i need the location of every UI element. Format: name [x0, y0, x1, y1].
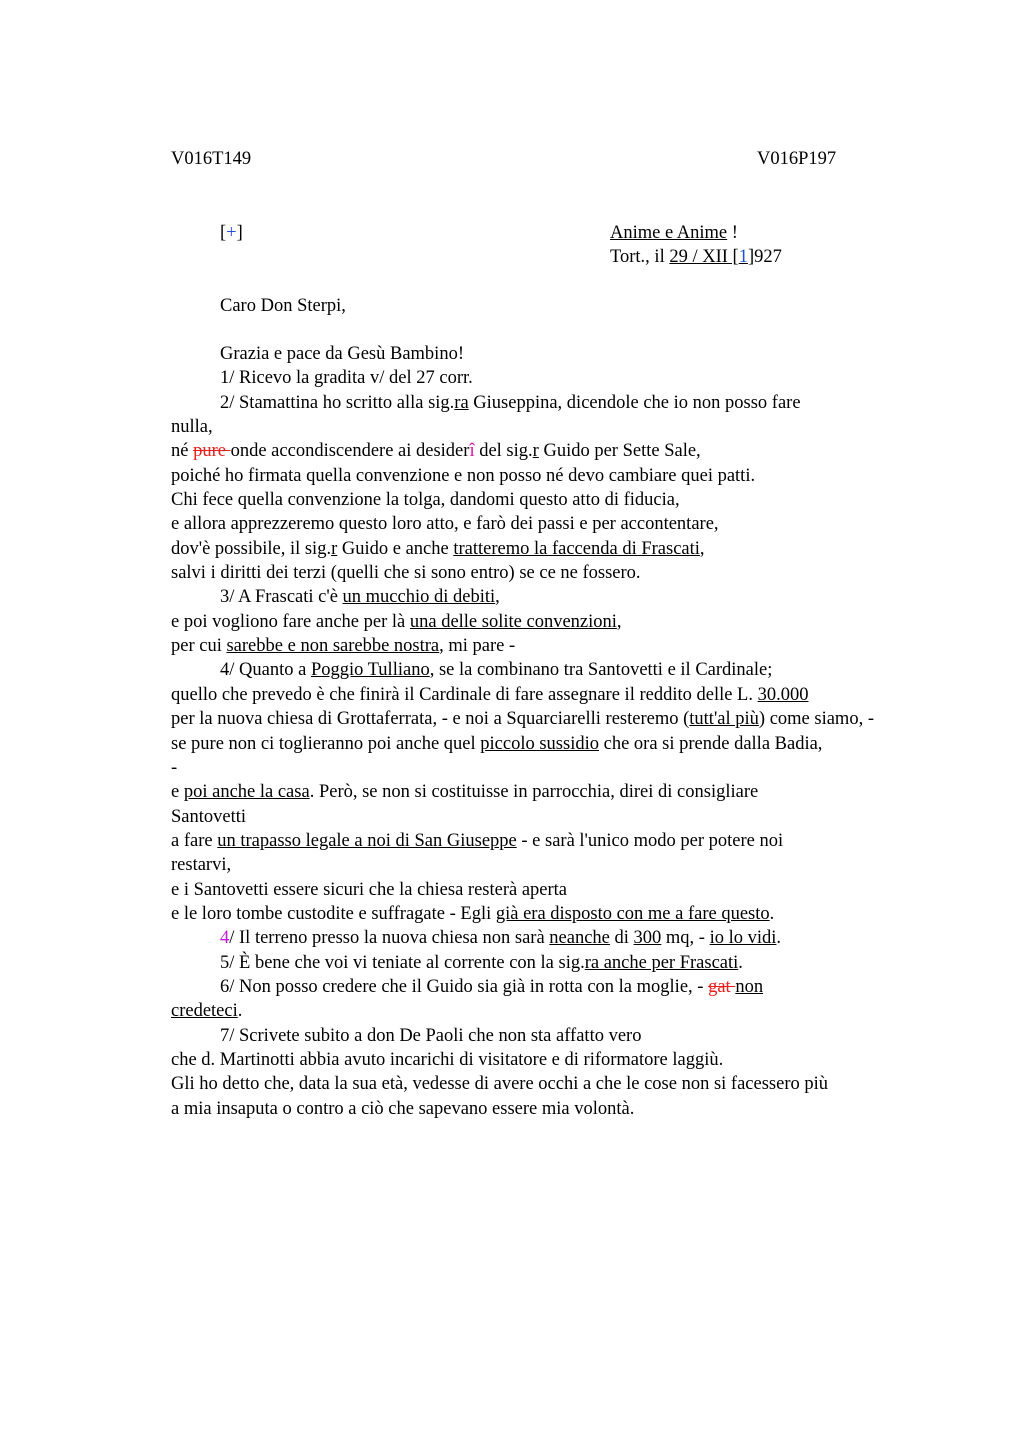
paragraph-8-line: a mia insaputa o contro a ciò che sapevano essere mia volontà.	[171, 1098, 635, 1119]
paragraph-2-line: né pure onde accondiscendere ai desiderî del sig.r Guido per Sette Sale,	[171, 441, 701, 462]
motto: Anime e Anime	[610, 223, 728, 243]
paragraph-3-line: per cui sarebbe e non sarebbe nostra, mi pare -	[171, 636, 516, 657]
plus-mark: +	[226, 223, 237, 243]
doc-code-right: V016P197	[757, 149, 837, 169]
paragraph-7-line: 6/ Non posso credere che il Guido sia già in rotta con la moglie, - gat non	[220, 976, 764, 997]
paragraph-4-line: e i Santovetti essere sicuri che la chiesa resterà aperta	[171, 879, 568, 900]
paragraph-2-line: salvi i diritti dei terzi (quelli che si sono entro) se ce ne fossero.	[171, 563, 641, 584]
paragraph-3-line: 3/ A Frascati c'è un mucchio di debiti,	[220, 587, 500, 608]
paragraph-2-line: poiché ho firmata quella convenzione e non posso né devo cambiare quei patti.	[171, 465, 756, 486]
date: 29 / XII [1	[669, 247, 748, 267]
paragraph-4-line: Santovetti	[171, 806, 247, 827]
paragraph-6-line: 5/ È bene che voi vi teniate al corrente con la sig.ra anche per Frascati.	[220, 952, 743, 973]
paragraph-2-line: dov'è possibile, il sig.r Guido e anche tratteremo la faccenda di Frascati,	[171, 538, 705, 559]
paragraph-8-line: che d. Martinotti abbia avuto incarichi di visitatore e di riformatore laggiù.	[171, 1049, 724, 1070]
paragraph-8-line: 7/ Scrivete subito a don De Paoli che non sta affatto vero	[220, 1025, 642, 1046]
paragraph-4-line: per la nuova chiesa di Grottaferrata, - e noi a Squarciarelli resteremo (tutt'al più) come siamo, -	[171, 709, 874, 730]
paragraph-4-line: restarvi,	[171, 855, 232, 876]
motto-exclamation: !	[727, 223, 738, 243]
paragraph-4-line: -	[171, 757, 178, 778]
paragraph-5-line: 4/ Il terreno presso la nuova chiesa non sarà neanche di 300 mq, - io lo vidi.	[220, 928, 782, 949]
paragraph-3-line: e poi vogliono fare anche per là una delle solite convenzioni,	[171, 611, 622, 632]
paragraph-4-line: 4/ Quanto a Poggio Tulliano, se la combinano tra Santovetti e il Cardinale;	[220, 660, 773, 681]
paragraph-4-line: se pure non ci toglieranno poi anche quel piccolo sussidio che ora si prende dalla Badia,	[171, 733, 823, 754]
motto-line	[610, 221, 738, 245]
paragraph-2-line: e allora apprezzeremo questo loro atto, e farò dei passi e per accontentare,	[171, 514, 719, 535]
salutation: Caro Don Sterpi,	[220, 296, 346, 316]
paragraph-1: 1/ Ricevo la gradita v/ del 27 corr.	[220, 368, 473, 389]
greeting: Grazia e pace da Gesù Bambino!	[220, 344, 464, 364]
cross-mark	[220, 221, 243, 245]
paragraph-2-line: nulla,	[171, 417, 213, 438]
paragraph-4-line: a fare un trapasso legale a noi di San Giuseppe - e sarà l'unico modo per potere noi	[171, 830, 784, 851]
paragraph-4-line: e poi anche la casa. Però, se non si costituisse in parrocchia, direi di consigliare	[171, 782, 759, 803]
paragraph-4-line: e le loro tombe custodite e suffragate - Egli già era disposto con me a fare questo.	[171, 903, 775, 924]
paragraph-8-line: Gli ho detto che, data la sua età, vedesse di avere occhi a che le cose non si facessero più	[171, 1074, 828, 1095]
date-year: ]927	[747, 247, 782, 267]
bracket-open: [	[220, 223, 227, 243]
doc-code-left: V016T149	[171, 149, 252, 169]
paragraph-2-line: 2/ Stamattina ho scritto alla sig.ra Giuseppina, dicendole che io non posso fare	[220, 392, 801, 413]
deleted-word: gat	[708, 976, 736, 997]
paragraph-2-line: Chi fece quella convenzione la tolga, dandomi questo atto di fiducia,	[171, 490, 680, 511]
place: Tort., il	[610, 247, 670, 267]
paragraph-7-line: credeteci.	[171, 1001, 243, 1022]
bracket-close: ]	[236, 223, 243, 243]
paragraph-4-line: quello che prevedo è che finirà il Cardinale di fare assegnare il reddito delle L. 30.000	[171, 684, 809, 705]
letter-body	[171, 342, 971, 1121]
deleted-word: pure	[193, 441, 231, 462]
place-date	[610, 245, 782, 269]
